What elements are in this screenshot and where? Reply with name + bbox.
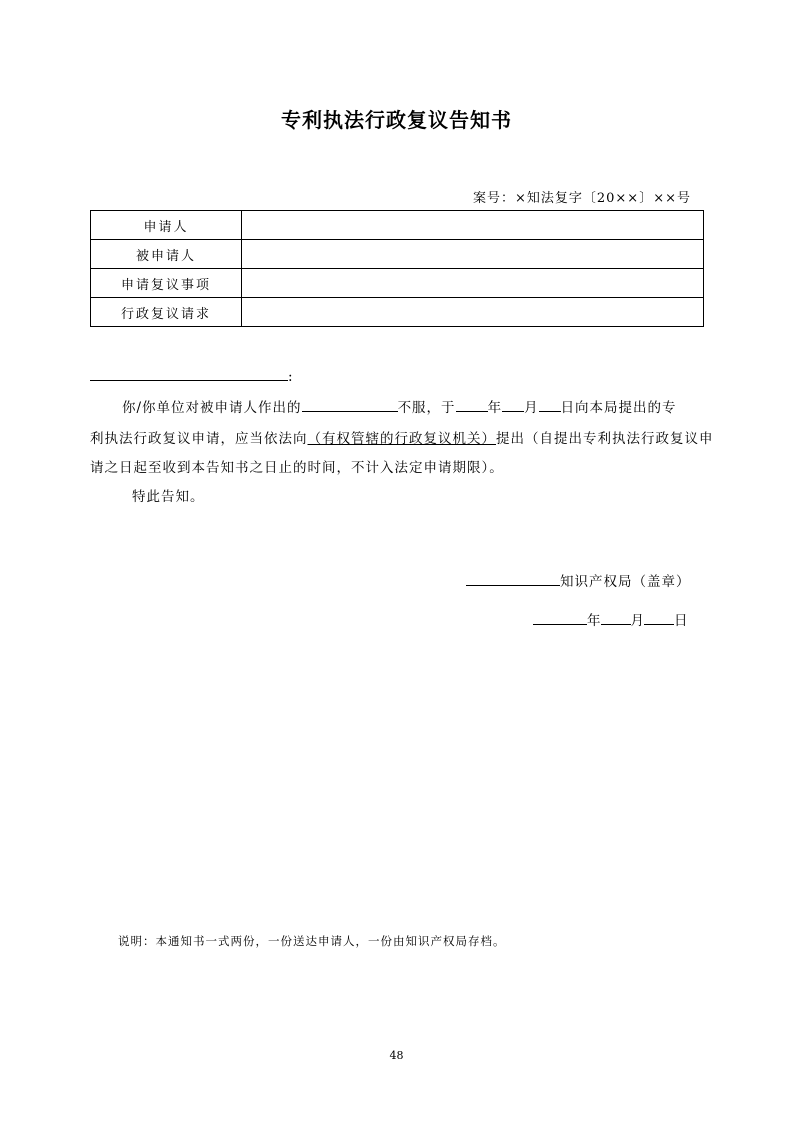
row-value-applicant — [242, 211, 704, 240]
sig-year-blank — [533, 610, 587, 625]
addressee-colon: : — [288, 369, 294, 385]
paragraph-line-2 — [90, 427, 714, 447]
row-value-matter — [242, 269, 704, 298]
document-title: 专利执法行政复议告知书 — [281, 108, 512, 132]
month-blank — [502, 397, 524, 412]
signature-org: 知识产权局（盖章） — [560, 574, 691, 590]
sig-month-blank — [601, 610, 631, 625]
signature-date — [533, 609, 688, 629]
table-row — [91, 240, 704, 269]
month-label: 月 — [524, 400, 539, 416]
text-fragment: 利执法行政复议申请，应当依法向 — [90, 431, 308, 447]
row-label-respondent: 被申请人 — [91, 240, 242, 269]
row-value-request — [242, 298, 704, 327]
addressee-blank — [90, 366, 288, 381]
sig-day-blank — [644, 610, 674, 625]
year-label: 年 — [487, 400, 503, 416]
year-blank — [456, 397, 488, 412]
page-number: 48 — [389, 1049, 404, 1062]
sig-month-label: 月 — [630, 613, 644, 629]
text-fragment: 日向本局提出的专 — [560, 400, 677, 416]
row-label-request: 行政复议请求 — [91, 298, 242, 327]
paragraph-line-3: 请之日起至收到本告知书之日止的时间，不计入法定申请期限）。 — [90, 460, 504, 476]
explanatory-note: 说明：本通知书一式两份，一份送达申请人，一份由知识产权局存档。 — [118, 934, 506, 948]
table-row — [91, 211, 704, 240]
decision-blank — [302, 397, 398, 412]
text-fragment: 你/你单位对被申请人作出的 — [122, 400, 302, 416]
row-label-matter: 申请复议事项 — [91, 269, 242, 298]
text-fragment: 不服，于 — [397, 400, 456, 416]
sig-day-label: 日 — [674, 613, 688, 629]
paragraph-line-1 — [122, 396, 677, 416]
table-row — [91, 269, 704, 298]
closing-phrase: 特此告知。 — [132, 489, 205, 505]
row-value-respondent — [242, 240, 704, 269]
addressee-line — [90, 366, 294, 385]
text-fragment: 提出（自提出专利执法行政复议申 — [496, 431, 714, 447]
signature-blank — [466, 571, 560, 586]
info-table — [90, 210, 704, 327]
table-row — [91, 298, 704, 327]
day-blank — [539, 397, 561, 412]
row-label-applicant: 申请人 — [91, 211, 242, 240]
review-authority: （有权管辖的行政复议机关） — [307, 431, 496, 447]
sig-year-label: 年 — [587, 613, 601, 629]
signature-line — [466, 570, 691, 590]
case-number: 案号：×知法复字〔20××〕××号 — [472, 191, 691, 206]
